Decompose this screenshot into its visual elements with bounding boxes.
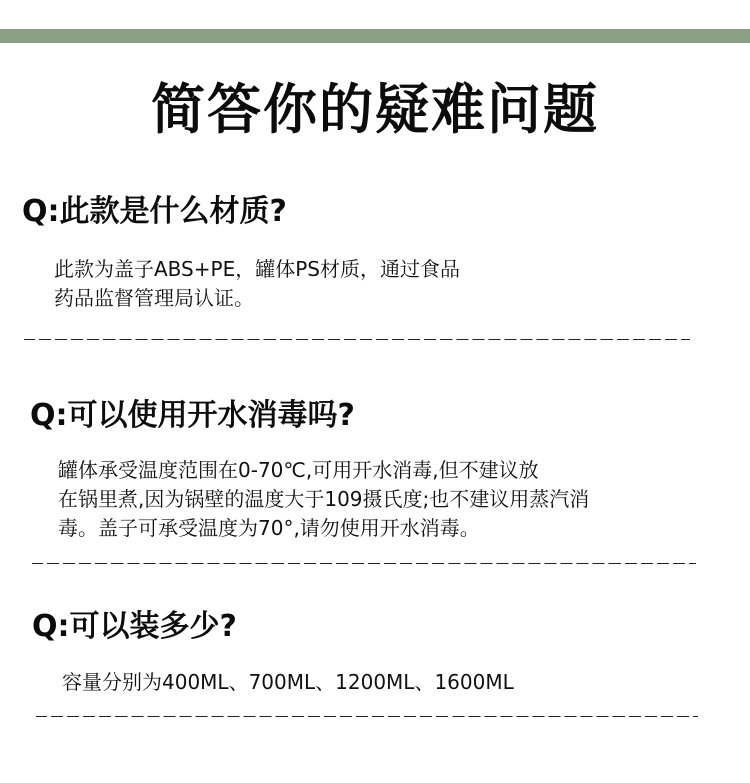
question-text: 可以使用开水消毒吗? — [67, 398, 355, 433]
faq-answer-3 — [62, 668, 514, 697]
faq-question-3 — [32, 607, 237, 647]
dashed-divider — [24, 339, 690, 340]
answer-line: 毒。盖子可承受温度为70°,请勿使用开水消毒。 — [58, 516, 480, 540]
answer-line: 罐体承受温度范围在0-70℃,可用开水消毒,但不建议放 — [58, 458, 539, 482]
dashed-divider — [32, 563, 696, 564]
answer-line: 容量分别为400ML、700ML、1200ML、1600ML — [62, 670, 514, 694]
question-text: 此款是什么材质? — [59, 194, 287, 229]
page-title: 简答你的疑难问题 — [151, 78, 599, 141]
top-accent-bar — [0, 29, 750, 43]
question-prefix: Q: — [30, 398, 68, 433]
answer-line: 在锅里煮,因为锅壁的温度大于109摄氏度;也不建议用蒸汽消 — [58, 487, 590, 511]
faq-question-2 — [30, 396, 355, 436]
faq-question-1 — [22, 192, 287, 232]
dashed-divider — [36, 716, 698, 717]
faq-answer-1 — [54, 255, 460, 313]
answer-line: 此款为盖子ABS+PE，罐体PS材质，通过食品 — [54, 257, 460, 281]
question-text: 可以装多少? — [69, 609, 237, 644]
answer-line: 药品监督管理局认证。 — [54, 286, 254, 310]
faq-answer-2 — [58, 456, 589, 543]
question-prefix: Q: — [22, 194, 60, 229]
question-prefix: Q: — [32, 609, 70, 644]
